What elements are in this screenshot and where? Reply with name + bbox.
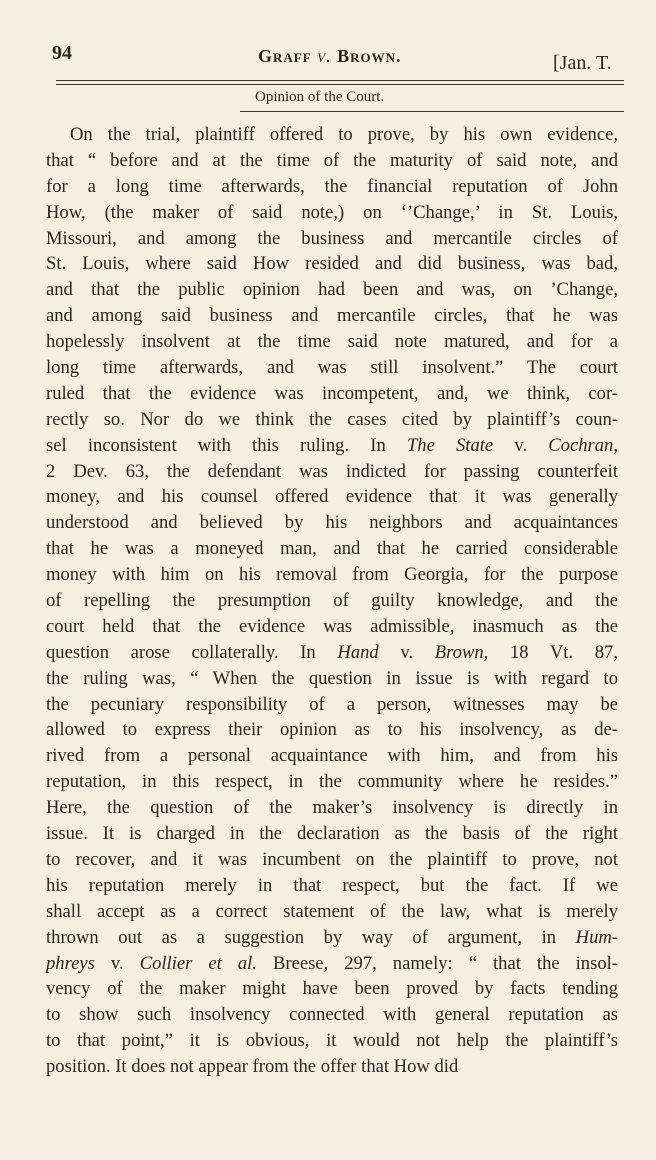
section-label: Opinion of the Court. [255,89,385,105]
text-line: vency of the maker might have been proved by facts tending [46,978,618,1000]
italic-citation: Hand [337,641,379,663]
text-line: to that point,” it is obvious, it would not help the plaintiff’s [46,1030,618,1052]
text-line: phreys v. Collier et al. Breese, 297, namely: “ that the insol- [46,952,618,974]
italic-citation: phreys [46,952,95,974]
text-line: to show such insolvency connected with general reputation as [46,1004,618,1026]
text-line: understood and believed by his neighbors and acquaintances [46,512,618,534]
text-line: rived from a personal acquaintance with him, and from his [46,745,618,767]
text-line: ruled that the evidence was incompetent, and, we think, cor- [46,382,618,404]
text-line: reputation, in this respect, in the community where he resides.” [46,771,618,793]
section-rule [240,111,624,112]
header-rule [56,80,624,81]
text-line: and that the public opinion had been and was, on ’Change, [46,279,618,301]
italic-citation: Brown [434,641,484,663]
case-versus: v. [317,46,332,66]
italic-citation: Collier et al. [139,952,257,974]
text-line: rectly so. Nor do we think the cases cited by plaintiff’s coun- [46,408,618,430]
text-line: On the trial, plaintiff offered to prove, by his own evidence, [70,124,618,145]
text-line: for a long time afterwards, the financial reputation of John [46,175,618,197]
text-line: that he was a moneyed man, and that he carried considerable [46,538,618,560]
case-party-left: Graff [258,46,312,66]
running-title [258,46,402,67]
text-line: of repelling the presumption of guilty knowledge, and the [46,590,618,612]
text-line: shall accept as a correct statement of the law, what is merely [46,900,618,922]
italic-citation: The State [406,434,494,456]
text-line: Missouri, and among the business and mercantile circles of [46,227,618,249]
text-line: position. It does not appear from the offer that How did [46,1056,459,1078]
term-label: [Jan. T. [553,52,612,74]
page-number: 94 [52,42,72,64]
header-rule-double [56,84,624,85]
italic-citation: Hum- [575,926,618,948]
text-line: issue. It is charged in the declaration as the basis of the right [46,823,618,845]
text-line: his reputation merely in that respect, but the fact. If we [46,874,618,896]
text-line: that “ before and at the time of the maturity of said note, and [46,149,618,171]
text-line: Here, the question of the maker’s insolvency is directly in [46,797,618,819]
text-line: court held that the evidence was admissible, inasmuch as the [46,615,618,637]
text-line: money with him on his removal from Georgia, for the purpose [46,564,618,586]
case-party-right: Brown. [337,46,402,66]
text-line: hopelessly insolvent at the time said note matured, and for a [46,331,618,353]
text-line: the ruling was, “ When the question in issue is with regard to [46,667,618,689]
text-line: the pecuniary responsibility of a person, witnesses may be [46,693,618,715]
text-line: allowed to express their opinion as to his insolvency, as de- [46,719,618,741]
text-line: 2 Dev. 63, the defendant was indicted for passing counterfeit [46,460,618,482]
text-line: How, (the maker of said note,) on ‘’Change,’ in St. Louis, [46,201,618,223]
italic-citation: Cochran [548,434,614,456]
text-line: money, and his counsel offered evidence that it was generally [46,486,618,508]
text-line: St. Louis, where said How resided and did business, was bad, [46,253,618,275]
text-line: and among said business and mercantile circles, that he was [46,305,618,327]
text-line: sel inconsistent with this ruling. In The State v. Cochran, [46,434,618,456]
opinion-text [46,122,618,1080]
text-line: long time afterwards, and was still insolvent.” The court [46,357,618,379]
text-line: to recover, and it was incumbent on the plaintiff to prove, not [46,848,618,870]
text-line: thrown out as a suggestion by way of argument, in Hum- [46,926,618,948]
text-line: question arose collaterally. In Hand v. Brown, 18 Vt. 87, [46,641,618,663]
